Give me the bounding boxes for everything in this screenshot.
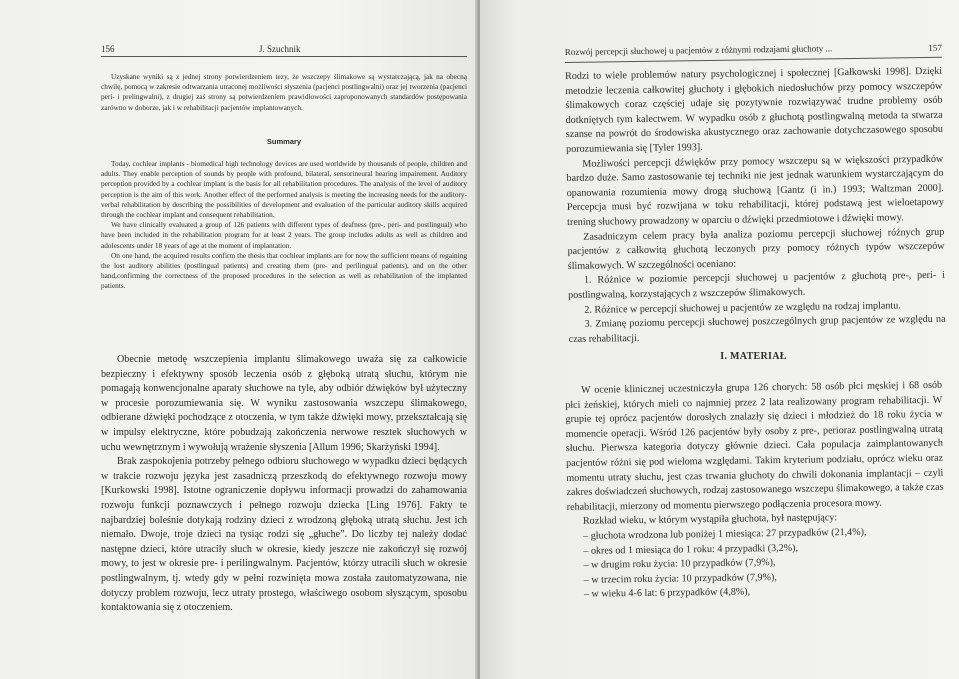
polish-abstract <box>101 72 467 113</box>
body-paragraph: Brak zaspokojenia potrzeby pełnego odbioru słuchowego w wypadku dzieci będących w trakcie rozwoju języka jest zasadniczą przeszkodą do efektywnego rozwoju mowy [Kurkowski 1998]. Istotne ograniczenie dopływu informacji prowadzi do zahamowania rozwoju funkcji poznawczych i pełnego rozwoju dziecka [Ling 1976]. Fakty te najbardziej boleśnie dotykają rodziny dzieci z wrodzoną głęboką utratą słuchu. Jest ich niemało. Dwoje, troje dzieci na tysiąc rodzi się „głuche”. Do liczby tej należy dodać następne dzieci, które utraciły słuch w okresie, kiedy jeszcze nie zakończył się rozwój mowy, to jest w okresie pre- i perilingwalnym. Pacjentów, którzy utracili słuch w okresie postlingwalnym, tj. wtedy gdy w pełni rozwinięta mowa została zautomatyzowana, nie dotyczy problem rozwoju, lecz utraty prostego, właściwego osobom słyszącym, sposobu kontaktowania się z otoczeniem. <box>101 456 467 614</box>
right-page <box>480 0 959 679</box>
summary-paragraph: On one hand, the acquired results confirm the thesis that cochlear implants are for now the sufficient means of regaining the lost auditory abilities (postlingual patients) and creating them (pre- and perilingual patients), and on the other hand,confirming the correctness of the proposed procedures in the selection as well as rehabilitation of the implanted patients. <box>101 250 467 291</box>
body-paragraph: Zasadniczym celem pracy była analiza poziomu percepcji słuchowej różnych grup pacjentów z całkowitą głuchotą leczonych przy pomocy różnych typów wszczepów ślimakowych. W szczególności oceniano: <box>567 226 945 272</box>
age-list-item: – w wieku 4-6 lat: 6 przypadków (4,8%), <box>583 586 751 601</box>
right-page-number: 157 <box>928 42 942 53</box>
body-paragraph: Rodzi to wiele problemów natury psychologicznej i społecznej [Gałkowski 1998]. Dzięki metodzie leczenia całkowitej głuchoty i głębokich niedosłuchów przy pomocy wszczepów ślimakowych coraz częściej udaje się pozytywnie rozwiązywać trudne problemy osób dotkniętych tym kalectwem. W wypadku osób z głuchotą postlingwalną metoda ta stwarza szanse na powrót do środowiska akustycznego oraz zachowanie dotychczasowego sposobu porozumiewania się [Tyler 1993]. <box>565 65 943 155</box>
age-list-item: – okres od 1 miesiąca do 1 roku: 4 przypadki (3,2%), <box>583 542 799 557</box>
aim-item: 2. Różnice w percepcji słuchowej u pacjentów ze względu na rodzaj implantu. <box>584 299 901 316</box>
material-text <box>565 379 945 603</box>
age-list-item: – w drugim roku życia: 10 przypadków (7,9%), <box>583 557 776 571</box>
body-paragraph: Rozkład wieku, w którym wystąpiła głuchota, był następujący: <box>582 512 838 528</box>
body-paragraph: W ocenie klinicznej uczestniczyła grupa 126 chorych: 58 osób płci męskiej i 68 osób płci żeńskiej, których mieli co najmniej przez 2 lata realizowany program rehabilitacji. W grupie tej oprócz pacjentów dorosłych znalazły się dzieci i młodzież do 18 roku życia w momencie operacji. Wśród 126 pacjentów były osoby z pre-, perioraz postlingwalną utratą słuchu. Pierwsza kategoria dotyczy głównie dzieci. Cała populacja zaimplantowanych pacjentów różni się pod wieloma względami. Takim kryterium podziału, oprócz wieku oraz momentu utraty słuchu, jest czas trwania głuchoty do chwili dokonania implantacji – czyli zakres doświadczeń słuchowych, rodzaj zastosowanego wszczepu ślimakowego, a także czas rehabilitacji, mierzony od momentu pierwszego podłączenia procesora mowy. <box>565 379 944 513</box>
right-running-title: Rozwój percepcji słuchowej u pacjentów z różnymi rodzajami głuchoty ... <box>564 43 833 58</box>
aim-item: 1. Różnice w poziomie percepcji słuchowej u pacjentów z głuchotą pre-, peri- i postlingwalną, korzystających z wszczepów ślimakowych. <box>568 270 945 301</box>
summary-paragraph: We have clinically evaluated a group of 126 patients with different types of deafness (pre-, peri- and postlingual) who have been included in the rehabilitation program for at least 2 years. The group includes adults as well as children and adolescents under 18 years of age at the moment of implantation. <box>101 220 467 250</box>
polish-abstract-paragraph: Uzyskane wyniki są z jednej strony potwierdzeniem tezy, że wszczepy ślimakowe są wystarczającą, jak na obecną chwilę, pomocą w zakresie odtwarzania utraconej możliwości słyszenia (pacjenci postlingwalni) oraz jej tworzenia (pacjenci peri- i prelingwalni), z drugiej zaś strony są potwierdzeniem prawidłowości zaproponowanych standardów postępowania zarówno w doborze, jak i w rehabilitacji pacjentów implantowanych. <box>101 72 467 112</box>
right-intro-text <box>565 65 946 348</box>
right-running-head <box>565 38 942 63</box>
age-list-item: – w trzecim roku życia: 10 przypadków (7,9%), <box>583 571 777 586</box>
left-page <box>0 0 478 679</box>
left-running-head <box>101 42 467 57</box>
left-page-number: 156 <box>101 44 115 54</box>
left-body-text <box>101 353 467 616</box>
summary-block <box>101 159 467 292</box>
left-running-title: J. Szuchnik <box>259 44 301 54</box>
section-heading-material: I. MATERIAŁ <box>720 351 787 362</box>
summary-heading: Summary <box>266 137 302 146</box>
body-paragraph: Obecnie metodę wszczepienia implantu ślimakowego uważa się za całkowicie bezpieczny i efektywny sposób leczenia osób z głęboką utratą słuchu, którym nie pomagają konwencjonalne aparaty słuchowe na tyle, aby odbiór dźwięków był użyteczny w procesie porozumiewania się. W wyniku zastosowania wszczepu ślimakowego, odbierane dźwięki pochodzące z otoczenia, w tym także dźwięki mowy, przekształcają się w impulsy elektryczne, które pobudzają zakończenia nerwowe resztek słuchowych w uchu wewnętrznym i wywołują wrażenie słyszenia [Allum 1996; Skarżyński 1994]. <box>101 354 467 453</box>
body-paragraph: Możliwości percepcji dźwięków przy pomocy wszczepu są w większości przypadków bardzo duże. Samo zastosowanie tej techniki nie jest jednak warunkiem wystarczającym do opanowania rozumienia mowy drogą słuchową [Gantz (i in.) 1993; Waltzman 2000]. Percepcja musi być rozwijana w toku rehabilitacji, której podstawą jest wieloetapowy trening słuchowy prowadzony w oparciu o dźwięki przedmiotowe i dźwięki mowy. <box>566 153 944 228</box>
aim-item: 3. Zmianę poziomu percepcji słuchowej poszczególnych grup pacjentów ze względu na czas rehabilitacji. <box>568 313 946 345</box>
age-list-item: – głuchota wrodzona lub poniżej 1 miesiąca: 27 przypadków (21,4%), <box>583 526 867 542</box>
summary-paragraph: Today, cochlear implants - biomedical high technology devices are used worldwide by thousands of people, children and adults. They enable perception of sounds by people with profound, bilateral, sensorineural hearing impairement. Auditory perception provided by a cochlear implant is the basis for all rehabilitation procedures. The analysis of the level of auditory perception is the aim of this work. Another effect of the performed analysis is meeting the increasing needs for the auditory-verbal rehabilitation by describing the possibilities of development and evaluation of the particular auditory skills acquired through the cochlear implant and consequent rehabilitation. <box>101 159 467 220</box>
